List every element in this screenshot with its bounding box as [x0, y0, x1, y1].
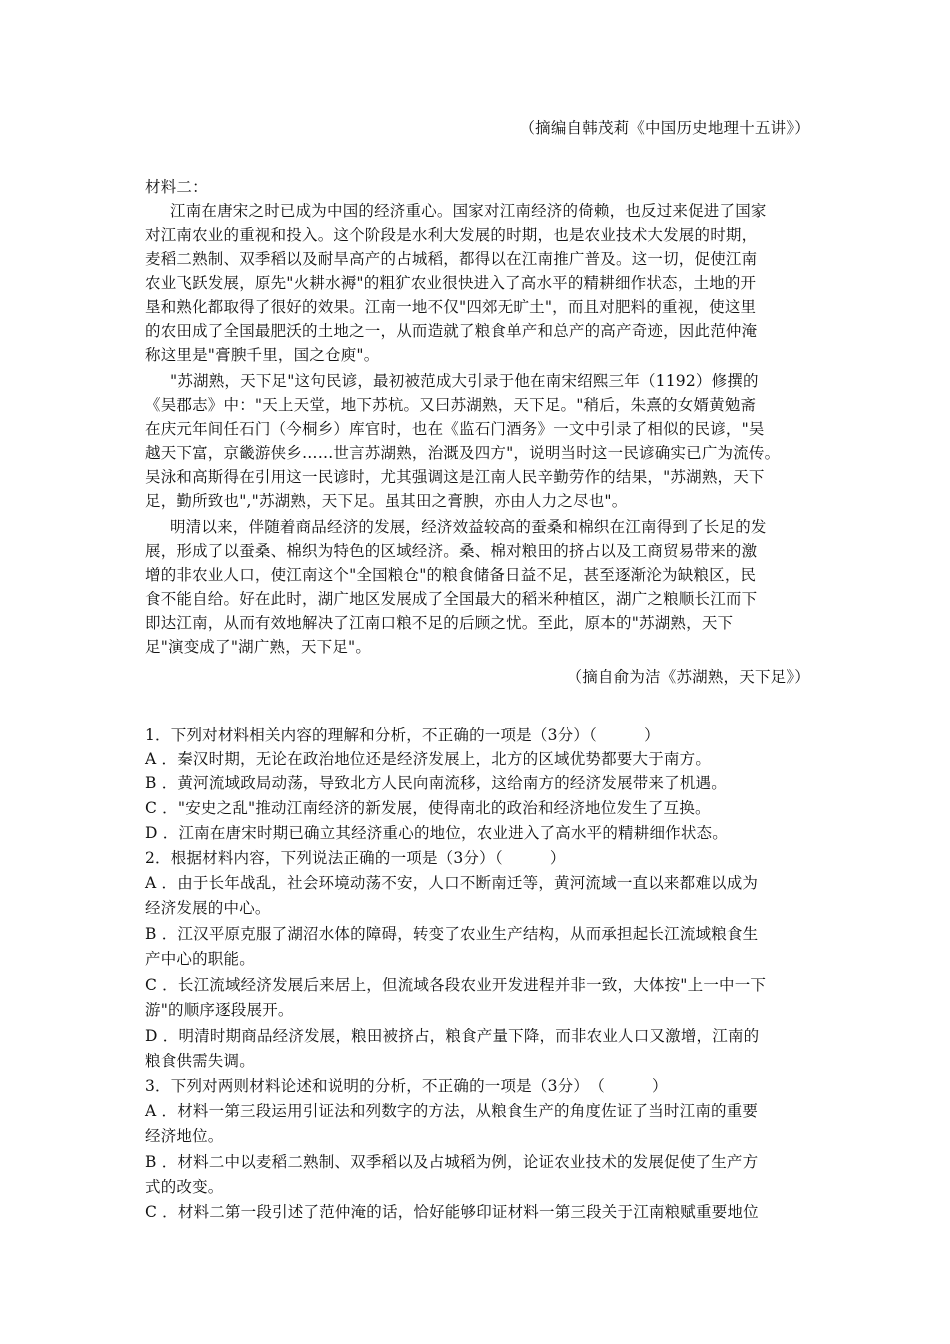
question-1-option-c: C ．"安史之乱"推动江南经济的新发展，使得南北的政治和经济地位发生了互换。 — [145, 799, 711, 817]
question-2-option-c: C ．长江流域经济发展后来居上，但流域各段农业开发进程并非一致，大体按"上一中一下 — [145, 976, 767, 994]
paragraph-line: 《吴郡志》中："天上天堂，地下苏杭。又曰苏湖熟，天下足。"稍后，朱熹的女婿黄勉斋 — [145, 396, 757, 414]
question-2-option-d: D ．明清时期商品经济发展，粮田被挤占，粮食产量下降，而非农业人口又激增，江南的 — [145, 1027, 760, 1045]
question-2-option-a: A ．由于长年战乱，社会环境动荡不安，人口不断南迁等，黄河流域一直以来都难以成为 — [145, 874, 759, 892]
paragraph-line: 足"演变成了"湖广熟，天下足"。 — [145, 638, 372, 656]
question-2-option-b: B ．江汉平原克服了湖沼水体的障碍，转变了农业生产结构，从而承担起长江流域粮食生 — [145, 925, 759, 943]
source-citation-2: （摘自俞为洁《苏湖熟，天下足》） — [566, 668, 810, 686]
paragraph-line: 即达江南，从而有效地解决了江南口粮不足的后顾之忧。至此，原本的"苏湖熟，天下 — [145, 614, 734, 632]
question-3-option-b: B ．材料二中以麦稻二熟制、双季稻以及占城稻为例，论证农业技术的发展促使了生产方 — [145, 1153, 759, 1171]
question-3-option-a: A ．材料一第三段运用引证法和列数字的方法，从粮食生产的角度佐证了当时江南的重要 — [145, 1102, 759, 1120]
paragraph-line: 展，形成了以蚕桑、棉织为特色的区域经济。桑、棉对粮田的挤占以及工商贸易带来的激 — [145, 542, 758, 560]
paragraph-line: 江南在唐宋之时已成为中国的经济重心。国家对江南经济的倚赖，也反过来促进了国家 — [170, 202, 767, 220]
paragraph-line: 食不能自给。好在此时，湖广地区发展成了全国最大的稻米种植区，湖广之粮顺长江而下 — [145, 590, 758, 608]
question-3: 3．下列对两则材料论述和说明的分析，不正确的一项是（3分） （ ） — [145, 1077, 668, 1095]
paragraph-line: 在庆元年间任石门（今桐乡）库官时，也在《监石门酒务》一文中引录了相似的民谚，"吴 — [145, 420, 765, 438]
question-1-option-a: A ．秦汉时期，无论在政治地位还是经济发展上，北方的区域优势都要大于南方。 — [145, 750, 712, 768]
question-3-option-b-cont: 式的改变。 — [145, 1178, 224, 1196]
paragraph-line: 对江南农业的重视和投入。这个阶段是水利大发展的时期，也是农业技术大发展的时期， — [145, 226, 758, 244]
question-2-option-c-cont: 游"的顺序逐段展开。 — [145, 1001, 294, 1019]
question-2: 2．根据材料内容，下列说法正确的一项是（3分）（ ） — [145, 849, 566, 867]
question-2-option-a-cont: 经济发展的中心。 — [145, 899, 271, 917]
paragraph-line: 的农田成了全国最肥沃的土地之一，从而造就了粮食单产和总产的高产奇迹，因此范仲淹 — [145, 322, 758, 340]
paragraph-line: 增的非农业人口，使江南这个"全国粮仓"的粮食储备日益不足，甚至逐渐沦为缺粮区，民 — [145, 566, 757, 584]
paragraph-line: 麦稻二熟制、双季稻以及耐旱高产的占城稻，都得以在江南推广普及。这一切，促使江南 — [145, 250, 758, 268]
source-citation-1: （摘编自韩茂莉《中国历史地理十五讲》） — [519, 119, 810, 137]
question-3-option-c: C ．材料二第一段引述了范仲淹的话，恰好能够印证材料一第三段关于江南粮赋重要地位 — [145, 1203, 759, 1221]
paragraph-line: 足，勤所致也","苏湖熟，天下足。虽其田之膏腴，亦由人力之尽也"。 — [145, 492, 628, 510]
material-2-heading: 材料二： — [145, 178, 208, 196]
question-1-option-d: D ．江南在唐宋时期已确立其经济重心的地位，农业进入了高水平的精耕细作状态。 — [145, 824, 728, 842]
paragraph-line: 越天下富，京畿游侠乡……世言苏湖熟，治溉及四方"，说明当时这一民谚确实已广为流传。 — [145, 444, 781, 462]
paragraph-line: 垦和熟化都取得了很好的效果。江南一地不仅"四郊无旷土"，而且对肥料的重视，使这里 — [145, 298, 757, 316]
paragraph-line: 农业飞跃发展，原先"火耕水褥"的粗犷农业很快进入了高水平的精耕细作状态，土地的开 — [145, 274, 757, 292]
paragraph-line: 称这里是"膏腴千里，国之仓庾"。 — [145, 346, 380, 364]
paragraph-line: 吴泳和高斯得在引用这一民谚时，尤其强调这是江南人民辛勤劳作的结果，"苏湖熟，天下 — [145, 468, 765, 486]
question-2-option-d-cont: 粮食供需失调。 — [145, 1052, 255, 1070]
question-3-option-a-cont: 经济地位。 — [145, 1127, 224, 1145]
question-1-option-b: B ．黄河流域政局动荡，导致北方人民向南流移，这给南方的经济发展带来了机遇。 — [145, 774, 727, 792]
question-2-option-b-cont: 产中心的职能。 — [145, 950, 255, 968]
question-1: 1．下列对材料相关内容的理解和分析，不正确的一项是（3分）（ ） — [145, 726, 660, 744]
paragraph-line: "苏湖熟，天下足"这句民谚，最初被范成大引录于他在南宋绍熙三年（1192）修撰的 — [170, 372, 759, 390]
paragraph-line: 明清以来，伴随着商品经济的发展，经济效益较高的蚕桑和棉织在江南得到了长足的发 — [170, 518, 767, 536]
